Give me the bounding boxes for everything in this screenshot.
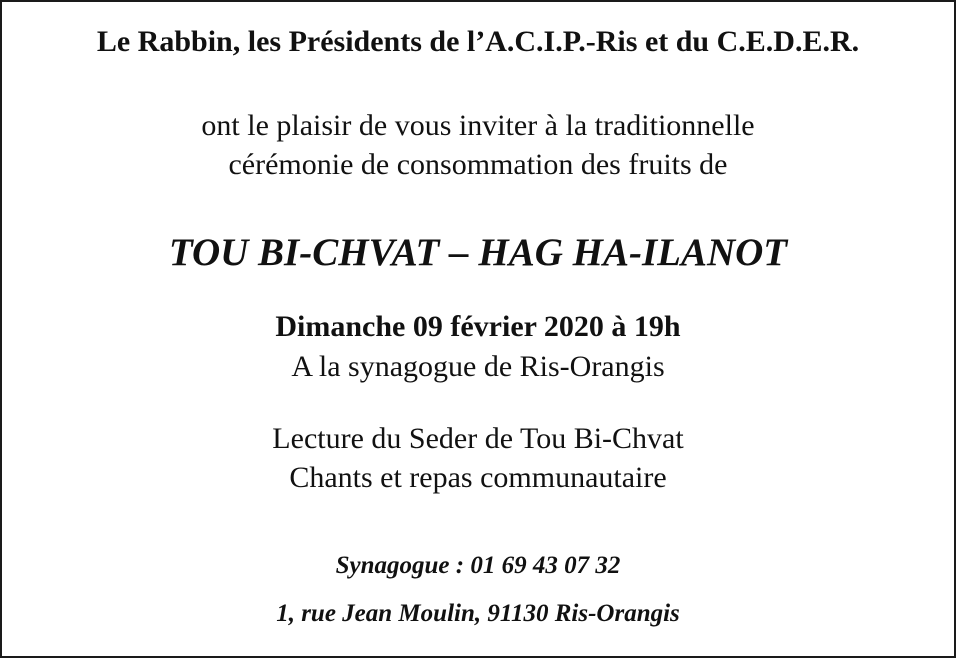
contact-phone: Synagogue : 01 69 43 07 32 bbox=[335, 552, 621, 579]
program-line-2: Chants et repas communautaire bbox=[289, 461, 667, 494]
event-location: A la synagogue de Ris-Orangis bbox=[291, 350, 665, 383]
event-title: TOU BI-CHVAT – HAG HA-ILANOT bbox=[168, 231, 788, 274]
invitation-header: Le Rabbin, les Présidents de l’A.C.I.P.-Ris et du C.E.D.E.R. bbox=[96, 25, 860, 58]
event-date-time: Dimanche 09 février 2020 à 19h bbox=[275, 310, 681, 343]
contact-address: 1, rue Jean Moulin, 91130 Ris-Orangis bbox=[276, 600, 680, 627]
program-line-1: Lecture du Seder de Tou Bi-Chvat bbox=[272, 422, 684, 455]
intro-line-1: ont le plaisir de vous inviter à la traditionnelle bbox=[201, 109, 755, 142]
intro-line-2: cérémonie de consommation des fruits de bbox=[228, 148, 728, 181]
